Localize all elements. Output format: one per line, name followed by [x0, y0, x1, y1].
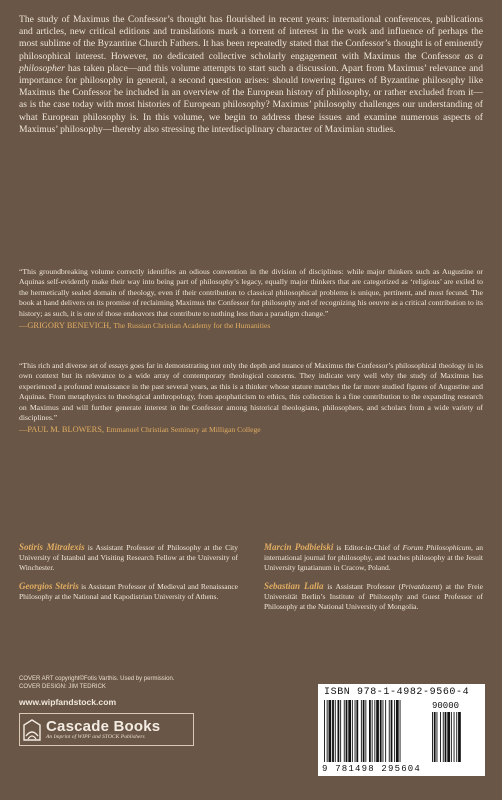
- endorsement-quote: “This groundbreaking volume correctly identifies an odious convention in the division of disciplines: while major thinkers such as Augustine or Aquinas self-evidently make their way into being part of philosophy’s legacy, equally major thinkers that are categorized as ‘religious’ are exiled to the hermetically sealed domain of theology, even if their contribution to classical philosophical problems is unique, pertinent, and most fecund. The book at hand delivers on its promise of reclaiming Maximus the Confessor for philosophy and of recognizing his oeuvre as a critical contribution to its history; as such, it is one of those endeavors that contribute to nothing less than a paradigm change.”: [19, 267, 483, 318]
- bio-steiris: [19, 581, 238, 612]
- publisher-tagline: An Imprint of WIPF and STOCK Publishers: [46, 733, 145, 740]
- cover-design-credit: COVER DESIGN: JIM TEDRICK: [19, 684, 106, 691]
- barcode-bar: [324, 700, 325, 762]
- bio-text: , an international journal for philosophy, and teaches philosophy at the Jesuit University Ignatianum in Cracow, Poland.: [264, 543, 483, 573]
- barcode-addon-bar: [445, 712, 447, 762]
- barcode-addon-bar: [437, 712, 438, 762]
- barcode-bar: [396, 700, 399, 762]
- barcode-bar: [352, 700, 353, 762]
- cover-credits: [19, 675, 174, 692]
- barcode-bar: [348, 700, 351, 762]
- bio-mitralexis: [19, 542, 238, 573]
- barcode-addon-bar: [458, 712, 461, 762]
- bio-name: Marcin Podbielski: [264, 542, 334, 552]
- barcode-bar: [363, 700, 365, 762]
- description-text-1: The study of Maximus the Confessor’s thought has flourished in recent years: international conferences, publications and articles, new critical editions and translations mark a torrent of interest in the work and influence of perhaps the most sublime of the Byzantine Church Fathers. It has been repeatedly stated that the Confessor’s thought is of eminently philosophical interest. However, no dedicated collective scholarly engagement with Maximus the Confessor: [19, 14, 483, 62]
- barcode-bar: [327, 700, 328, 762]
- editor-bios: [19, 542, 483, 613]
- barcode-bar: [391, 700, 393, 762]
- barcode-bar: [332, 700, 334, 762]
- description-paragraph: [19, 14, 483, 136]
- bio-text: ) at the Freie Universität Berlin’s Institute of Philosophy and Guest Professor of Philosophy at the National University of Mongolia.: [264, 582, 483, 612]
- endorser-affiliation: Emmanuel Christian Seminary at Milligan College: [106, 425, 261, 435]
- bio-text: is Assistant Professor (: [323, 582, 402, 592]
- isbn-text: ISBN 978-1-4982-9560-4: [324, 687, 470, 698]
- publisher-name: Cascade Books: [46, 717, 161, 735]
- endorsement-quote: “This rich and diverse set of essays goes far in demonstrating not only the depth and nuance of Maximus the Confessor’s philosophical theology in its own context but its relevance to a wide array of contemporary theological concerns. They indicate very well why the study of Maximus has experienced a profound renaissance in the past several years, as this is a thinker whose stature matches the far more studied figures of Augustine and Aquinas. From metaphysics to theological anthropology, from apophaticism to ethics, this collection is a fine contribution to the expanding research on Maximus and will further generate interest in the Confessor among historical theologians, philosophers, and scholars from a wide variety of disciplines.”: [19, 361, 483, 423]
- barcode-bar: [356, 700, 358, 762]
- barcode-addon-bar: [447, 712, 450, 762]
- bio-emphasis: Forum Philosophicum: [402, 543, 472, 552]
- bio-text: is Assistant Professor of Medieval and Renaissance Philosophy at the National and Kapodistrian University of Athens.: [19, 582, 239, 602]
- barcode-bar: [361, 700, 362, 762]
- barcode-bar: [340, 700, 341, 762]
- barcode-bar: [380, 700, 382, 762]
- barcode-bar: [369, 700, 371, 762]
- description-text-2: has taken place—and this volume attempts to start such a discussion. Apart from Maximus’ relevance and importance for philosophy in general, a second question arises: should towering figures of Byzantine philosophy like Maximus the Confessor be included in an overview of the European history of philosophy, or rather excluded from it—as is the case today with most histories of European philosophy? Maximus’ philosophy challenges our understanding of what European philosophy is. In this volume, we begin to address these issues and examine numerous aspects of Maximus’ philosophy—thereby also stressing the interdisciplinary character of Maximian studies.: [19, 62, 483, 135]
- bio-name: Georgios Steiris: [19, 581, 79, 592]
- barcode-bar: [385, 700, 386, 762]
- barcode-addon-bar: [454, 712, 455, 762]
- endorsement-2: [19, 361, 483, 434]
- price-code: 90000: [432, 701, 460, 711]
- barcode-addon-bar: [451, 712, 452, 762]
- barcode-addon-bar: [434, 712, 436, 762]
- endorsement-signature: [19, 425, 483, 434]
- bio-name: Sebastian Lalla: [264, 581, 324, 592]
- barcode-bar: [344, 700, 345, 762]
- bio-text: is Assistant Professor of Philosophy at the City University of Istanbul and Visiting Research Fellow at the University of Winchester.: [19, 543, 238, 573]
- isbn-barcode: [318, 684, 485, 776]
- bio-text: is Editor-in-Chief of: [333, 543, 403, 552]
- barcode-bar: [335, 700, 336, 762]
- publisher-logo: [19, 713, 194, 746]
- barcode-bar: [372, 700, 373, 762]
- barcode-addon-bar: [456, 712, 457, 762]
- barcode-bar: [376, 700, 379, 762]
- bio-name: Sotiris Mitralexis: [19, 542, 85, 552]
- bio-lalla: [264, 581, 483, 612]
- endorsement-signature: [19, 321, 483, 330]
- endorsement-1: [19, 267, 483, 330]
- barcode-bar: [338, 700, 340, 762]
- bio-podbielski: [264, 542, 483, 573]
- barcode-bar: [394, 700, 395, 762]
- cover-art-credit: COVER ART copyright©Fotis Varthis. Used by permission.: [19, 676, 175, 682]
- endorser-name: —GRIGORY BENEVICH,: [19, 321, 112, 331]
- barcode-bar: [374, 700, 375, 762]
- barcode-addon-bar: [440, 712, 441, 762]
- bio-emphasis: Privatdozent: [401, 582, 440, 592]
- barcode-addon-bar: [432, 712, 433, 762]
- barcode-bar: [329, 700, 332, 762]
- barcode-bar: [383, 700, 384, 762]
- ean-text: 9 781498 295604: [322, 764, 422, 774]
- publisher-website: www.wipfandstock.com: [19, 697, 117, 707]
- endorser-name: —PAUL M. BLOWERS,: [19, 425, 104, 435]
- barcode-bar: [365, 700, 366, 762]
- barcode-bar: [400, 700, 401, 762]
- endorser-affiliation: The Russian Christian Academy for the Humanities: [113, 321, 271, 331]
- barcode-bar: [389, 700, 390, 762]
- description-emphasis: as a philosopher: [19, 50, 483, 74]
- publisher-logo-text: [44, 719, 160, 741]
- barcode-addon-bar: [443, 712, 444, 762]
- barcode-bar: [346, 700, 348, 762]
- barcode-bar: [355, 700, 356, 762]
- cascade-logo-icon: [20, 714, 44, 745]
